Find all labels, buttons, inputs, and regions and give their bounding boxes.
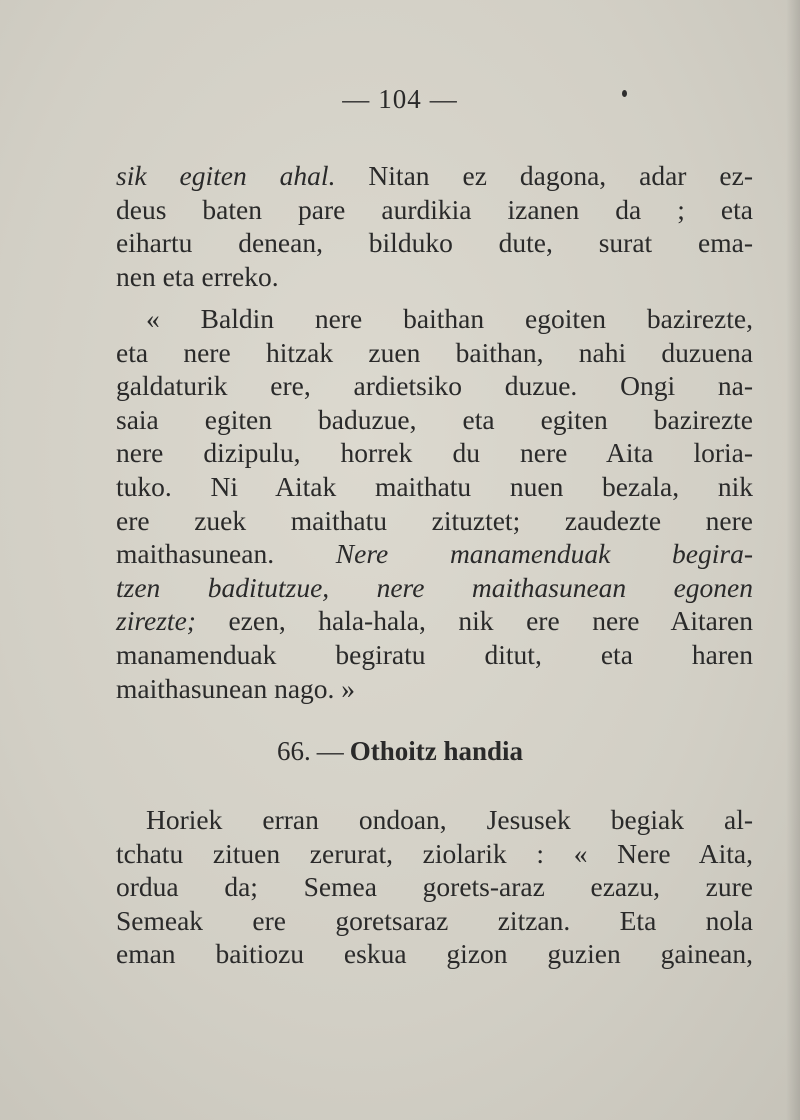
text-line: saia egiten baduzue, eta egiten bazirezte xyxy=(116,403,753,435)
text-line: tuko. Ni Aitak maithatu nuen bezala, nik xyxy=(116,470,753,502)
text-line xyxy=(116,537,753,571)
text-line: ere zuek maithatu zituztet; zaudezte nere xyxy=(116,504,753,536)
section-dash: — xyxy=(316,736,344,766)
section-heading xyxy=(0,733,800,769)
text-line: tzen baditutzue, nere maithasunean egonen xyxy=(116,571,753,603)
text-line: « Baldin nere baithan egoiten bazirezte, xyxy=(146,303,753,334)
text-line: Semeak ere goretsaraz zitzan. Eta nola xyxy=(116,904,753,936)
text-run: ezen, hala-hala, nik ere nere Aitaren xyxy=(195,605,753,637)
header-dash-right: — xyxy=(429,84,458,114)
paragraph-quotation xyxy=(116,302,753,705)
paragraph-prayer xyxy=(116,803,753,971)
italic-run: Nere manamenduak begira- xyxy=(335,538,753,570)
text-line: eman baitiozu eskua gizon guzien gainean, xyxy=(116,938,753,970)
section-number: 66. xyxy=(276,736,311,766)
text-line: eta nere hitzak zuen baithan, nahi duzuena xyxy=(116,336,753,368)
text-line: nere dizipulu, horrek du nere Aita loria- xyxy=(116,437,753,469)
page-edge-shadow xyxy=(786,0,800,1120)
text-line: manamenduak begiratu ditut, eta haren xyxy=(116,638,753,670)
text-line: nen eta erreko. xyxy=(116,260,279,292)
text-line: maithasunean nago. » xyxy=(116,672,356,704)
text-line: tchatu zituen zerurat, ziolarik : « Nere Aita, xyxy=(116,837,753,869)
text-line: galdaturik ere, ardietsiko duzue. Ongi na- xyxy=(116,370,753,402)
text-line xyxy=(116,604,753,638)
italic-run: zirezte; xyxy=(116,605,196,637)
page-number: 104 xyxy=(378,84,422,114)
text-line xyxy=(116,159,753,193)
text-line: eihartu denean, bilduko dute, surat ema- xyxy=(116,227,753,259)
italic-run: sik egiten ahal. xyxy=(116,160,336,191)
paragraph-continuation xyxy=(116,159,753,293)
ink-speck xyxy=(622,90,627,97)
header-dash-left: — xyxy=(342,84,371,114)
section-title: Othoitz handia xyxy=(349,736,524,766)
text-run: maithasunean. xyxy=(116,538,336,570)
page-number-header xyxy=(0,84,800,115)
text-line: ordua da; Semea gorets-araz ezazu, zure xyxy=(116,871,753,903)
text-line: deus baten pare aurdikia izanen da ; eta xyxy=(116,193,753,225)
text-run: Nitan ez dagona, adar ez- xyxy=(335,160,753,191)
text-line: Horiek erran ondoan, Jesusek begiak al- xyxy=(146,804,753,835)
